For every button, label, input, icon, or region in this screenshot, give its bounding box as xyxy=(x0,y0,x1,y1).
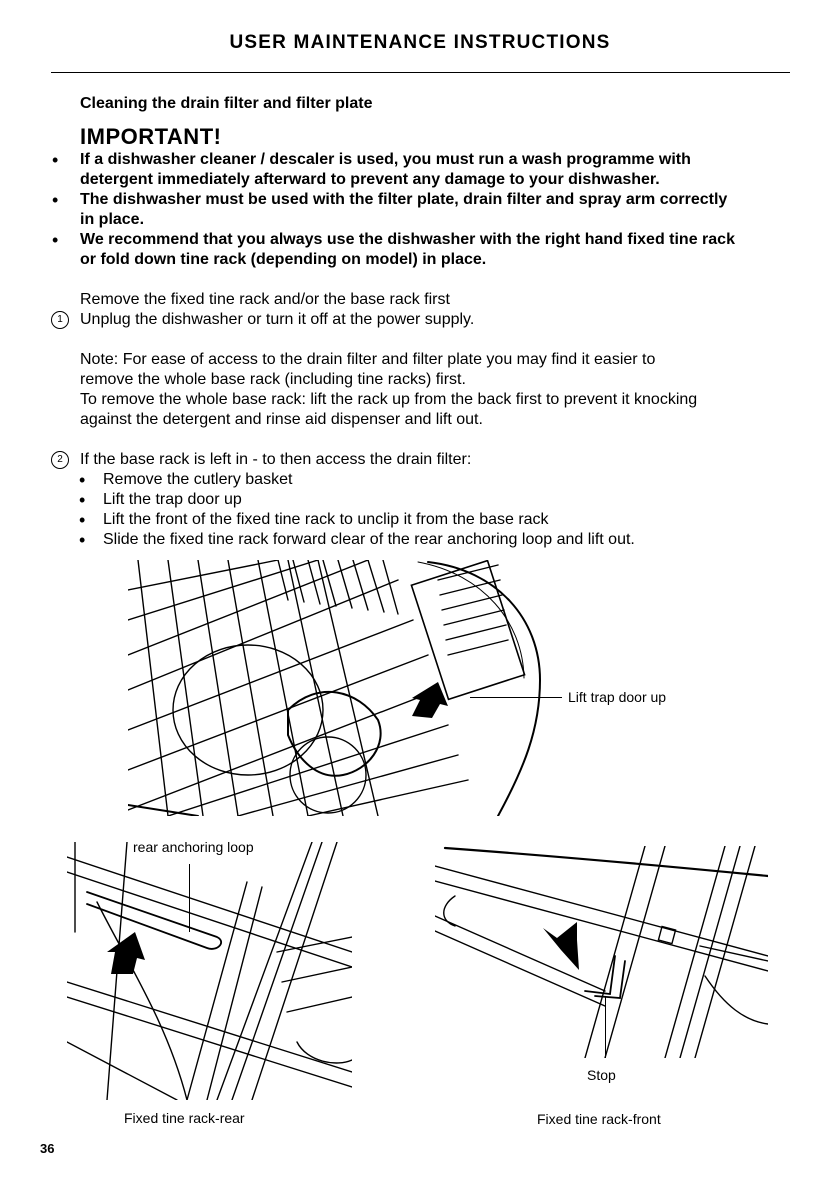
callout-leader-line xyxy=(470,697,562,698)
bullet-dot: • xyxy=(79,510,86,530)
page-header-title: USER MAINTENANCE INSTRUCTIONS xyxy=(229,32,611,53)
important-bullet-1-line-1: If a dishwasher cleaner / descaler is used, you must run a wash programme with xyxy=(80,151,691,168)
arrow-down-icon xyxy=(541,920,581,972)
header-divider xyxy=(51,72,790,73)
note-line-4: against the detergent and rinse aid dispenser and lift out. xyxy=(80,411,483,428)
bullet-dot: • xyxy=(52,150,59,170)
important-heading: IMPORTANT! xyxy=(80,124,222,149)
bullet-dot: • xyxy=(79,470,86,490)
figure-fixed-tine-rack-front xyxy=(435,846,768,1058)
arrow-up-icon xyxy=(408,680,454,720)
step-2-bullet-3: Lift the front of the fixed tine rack to unclip it from the base rack xyxy=(103,511,549,528)
step-2-number: 2 xyxy=(51,451,69,469)
important-bullet-2-line-1: The dishwasher must be used with the filter plate, drain filter and spray arm correctly xyxy=(80,191,728,208)
step-1-number: 1 xyxy=(51,311,69,329)
figure-base-rack-trap-door xyxy=(128,560,548,816)
step-2-bullet-4: Slide the fixed tine rack forward clear of the rear anchoring loop and lift out. xyxy=(103,531,635,548)
main-figure-callout: Lift trap door up xyxy=(568,689,667,705)
bullet-dot: • xyxy=(52,190,59,210)
bullet-dot: • xyxy=(79,530,86,550)
front-figure-caption: Fixed tine rack-front xyxy=(537,1111,661,1127)
figure-fixed-tine-rack-rear xyxy=(67,842,352,1100)
note-line-1: Note: For ease of access to the drain filter and filter plate you may find it easier to xyxy=(80,351,656,368)
callout-leader-line xyxy=(605,996,606,1058)
section-title: Cleaning the drain filter and filter plate xyxy=(80,95,373,112)
steps-lead: Remove the fixed tine rack and/or the base rack first xyxy=(80,291,450,308)
step-1-text: Unplug the dishwasher or turn it off at the power supply. xyxy=(80,311,475,328)
rear-figure-caption: Fixed tine rack-rear xyxy=(124,1110,245,1126)
important-bullet-1-line-2: detergent immediately afterward to prevent any damage to your dishwasher. xyxy=(80,171,660,188)
important-bullet-2-line-2: in place. xyxy=(80,211,145,228)
front-figure-callout: Stop xyxy=(587,1067,616,1083)
bullet-dot: • xyxy=(52,230,59,250)
page-number: 36 xyxy=(40,1141,55,1156)
step-2-bullet-2: Lift the trap door up xyxy=(103,491,242,508)
bullet-dot: • xyxy=(79,490,86,510)
step-2-bullet-1: Remove the cutlery basket xyxy=(103,471,293,488)
step-2-text: If the base rack is left in - to then access the drain filter: xyxy=(80,451,472,468)
important-bullet-3-line-2: or fold down tine rack (depending on model) in place. xyxy=(80,251,487,268)
note-line-2: remove the whole base rack (including tine racks) first. xyxy=(80,371,466,388)
rear-figure-callout: rear anchoring loop xyxy=(133,839,254,855)
callout-leader-line xyxy=(189,864,190,932)
important-bullet-3-line-1: We recommend that you always use the dishwasher with the right hand fixed tine rack xyxy=(80,231,735,248)
arrow-up-icon xyxy=(105,930,151,976)
note-line-3: To remove the whole base rack: lift the rack up from the back first to prevent it knocking xyxy=(80,391,698,408)
